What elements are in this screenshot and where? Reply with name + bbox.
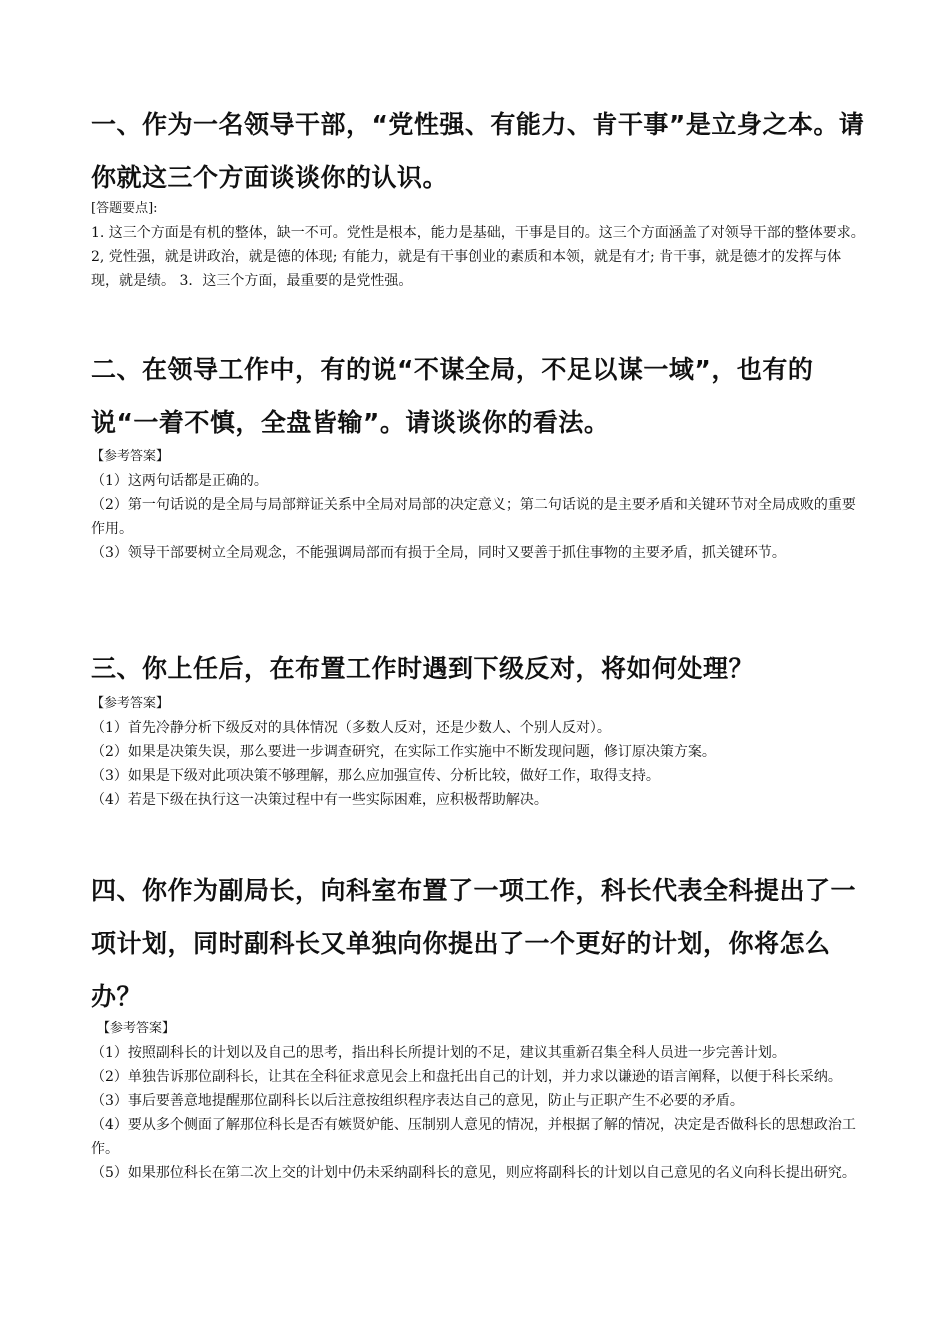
answer-line: （5）如果那位科长在第二次上交的计划中仍未采纳副科长的意见，则应将副科长的计划以自己意见的名义向科长提出研究。 — [91, 1165, 856, 1181]
answer-label: [答题要点]: — [91, 201, 158, 216]
answer-line: （3）如果是下级对此项决策不够理解，那么应加强宣传、分析比较，做好工作，取得支持。 — [91, 768, 660, 784]
answer-label: 【参考答案】 — [91, 449, 170, 464]
question-2-answer — [91, 445, 866, 565]
question-4-title: 四、你作为副局长，向科室布置了一项工作，科长代表全科提出了一项计划，同时副科长又单独向你提出了一个更好的计划，你将怎么办？ — [91, 876, 857, 1011]
question-4-answer — [91, 1017, 866, 1185]
question-1-answer — [91, 197, 866, 293]
answer-line: （1）按照副科长的计划以及自己的思考，指出科长所提计划的不足，建议其重新召集全科人员进一步完善计划。 — [91, 1045, 786, 1061]
answer-line: （1）首先冷静分析下级反对的具体情况（多数人反对，还是少数人、个别人反对）。 — [91, 720, 611, 736]
answer-line: （2）第一句话说的是全局与局部辩证关系中全局对局部的决定意义；第二句话说的是主要矛盾和关键环节对全局成败的重要作用。 — [91, 497, 856, 537]
answer-line: （4）要从多个侧面了解那位科长是否有嫉贤妒能、压制别人意见的情况，并根据了解的情况，决定是否做科长的思想政治工作。 — [91, 1117, 856, 1157]
answer-line: （2）如果是决策失误，那么要进一步调查研究，在实际工作实施中不断发现问题，修订原决策方案。 — [91, 744, 716, 760]
answer-line: （4）若是下级在执行这一决策过程中有一些实际困难，应积极帮助解决。 — [91, 792, 548, 808]
question-3-answer — [91, 692, 866, 812]
question-2-title: 二、在领导工作中，有的说“不谋全局，不足以谋一域”，也有的说“一着不慎，全盘皆输”。请谈谈你的看法。 — [91, 355, 814, 437]
answer-line: （1）这两句话都是正确的。 — [91, 473, 268, 489]
answer-line: 2, 党性强，就是讲政治，就是德的体现; 有能力，就是有干事创业的素质和本领，就是有才; 肯干事，就是德才的发挥与体现，就是绩。 3．这三个方面，最重要的是党性强。 — [91, 249, 842, 289]
answer-line: （3）事后要善意地提醒那位副科长以后注意按组织程序表达自己的意见，防止与正职产生不必要的矛盾。 — [91, 1093, 744, 1109]
answer-label: 【参考答案】 — [97, 1021, 176, 1036]
answer-line: （2）单独告诉那位副科长，让其在全科征求意见会上和盘托出自己的计划，并力求以谦逊的语言阐释，以便于科长采纳。 — [91, 1069, 842, 1085]
question-3-title: 三、你上任后，在布置工作时遇到下级反对，将如何处理？ — [91, 654, 755, 683]
answer-label: 【参考答案】 — [91, 696, 170, 711]
answer-line: （3）领导干部要树立全局观念，不能强调局部而有损于全局，同时又要善于抓住事物的主要矛盾，抓关键环节。 — [91, 545, 786, 561]
answer-line: 1. 这三个方面是有机的整体，缺一不可。党性是根本，能力是基础，干事是目的。这三个方面涵盖了对领导干部的整体要求。 — [91, 225, 865, 241]
question-1-title: 一、作为一名领导干部，“党性强、有能力、肯干事”是立身之本。请你就这三个方面谈谈你的认识。 — [91, 110, 865, 192]
